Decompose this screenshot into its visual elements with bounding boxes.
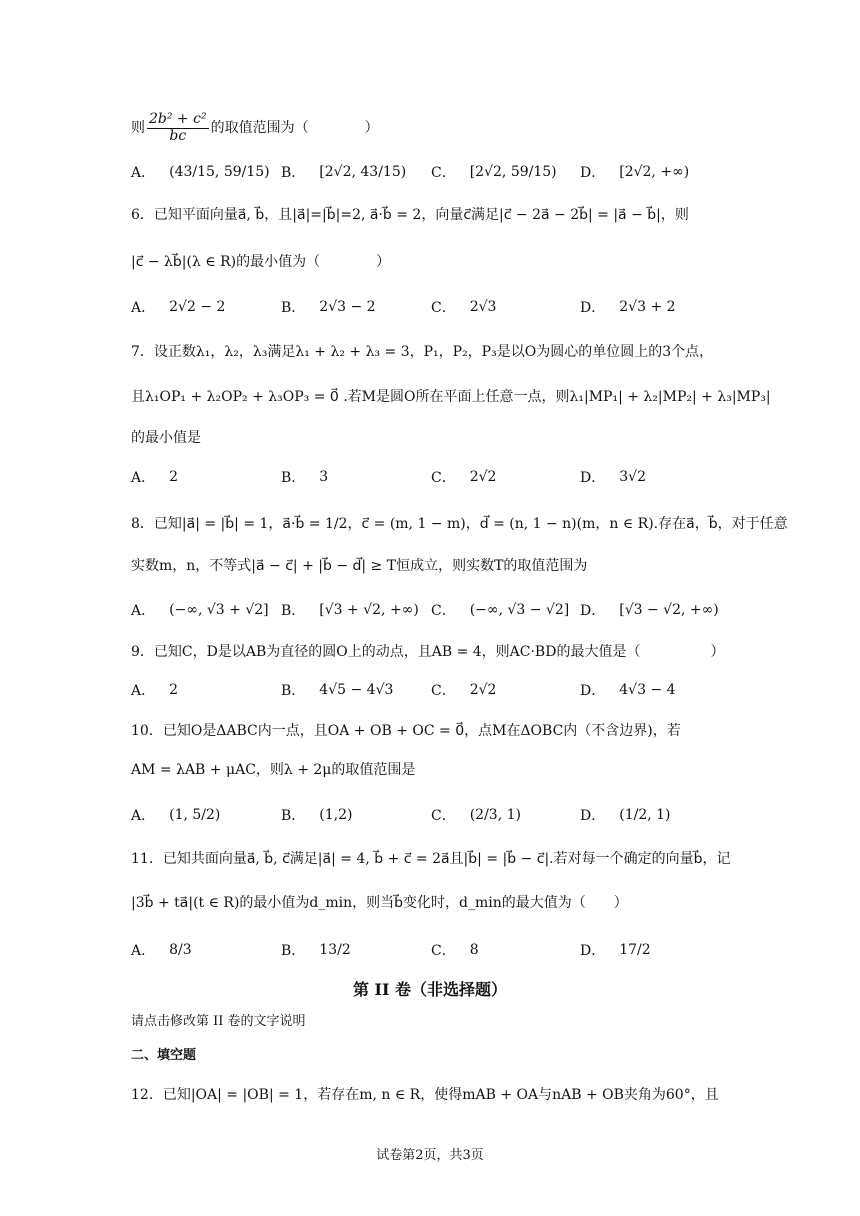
q11-option-a <box>131 930 192 970</box>
q11-line-1: 11．已知共面向量a⃗, b⃗, c⃗满足|a⃗| = 4, b⃗ + c⃗ = 2a⃗且|b⃗| = |b⃗ − c⃗|.若对每一个确定的向量b⃗，记 <box>131 851 731 867</box>
q5-expression-numerator: 2b² + c² <box>149 111 207 128</box>
option-text: 2√3 − 2 <box>319 299 376 315</box>
q8-line-1: 8．已知|a⃗| = |b⃗| = 1，a⃗·b⃗ = 1/2，c⃗ = (m, 1 − m)，d⃗ = (n, 1 − n)(m，n ∈ R).存在a⃗，b⃗，对于任意 <box>131 516 788 532</box>
option-text: [√3 − √2, +∞) <box>619 602 719 618</box>
option-text: 4√5 − 4√3 <box>319 682 394 698</box>
option-text: 8 <box>469 942 479 958</box>
option-text: 4√3 − 4 <box>619 682 676 698</box>
option-text: (1/2, 1) <box>619 807 671 823</box>
q7-line-1: 7．设正数λ₁，λ₂，λ₃满足λ₁ + λ₂ + λ₃ = 3，P₁，P₂，P₃是以O为圆心的单位圆上的3个点， <box>131 344 714 360</box>
option-text: 2√3 + 2 <box>619 299 676 315</box>
q10-option-d <box>580 795 671 835</box>
q6-line-1: 6．已知平面向量a⃗, b⃗，且|a⃗|=|b⃗|=2, a⃗·b⃗ = 2，向量c⃗满足|c⃗ − 2a⃗ − 2b⃗| = |a⃗ − b⃗|，则 <box>131 207 689 223</box>
q8-option-a <box>131 590 269 630</box>
option-label: C． <box>431 165 456 181</box>
option-text: 2√3 <box>469 299 497 315</box>
section-note: 请点击修改第 II 卷的文字说明 <box>131 1014 306 1029</box>
section-heading: 第 II 卷（非选择题） <box>352 980 508 999</box>
q12-line-1: 12．已知|OA| = |OB| = 1，若存在m, n ∈ R，使得mAB + OA与nAB + OB夹角为60°，且 <box>131 1087 719 1103</box>
q8-options <box>131 590 771 630</box>
q5-option-d <box>580 152 689 192</box>
option-label: C． <box>431 603 456 619</box>
option-text: (−∞, √3 + √2] <box>169 602 269 618</box>
q5-option-b <box>281 152 406 192</box>
q10-options <box>131 795 771 835</box>
option-text: (2/3, 1) <box>469 807 521 823</box>
option-label: C． <box>431 808 456 824</box>
q8-option-c <box>431 590 569 630</box>
q6-option-a <box>131 287 225 327</box>
option-label: A． <box>131 603 156 619</box>
q8-line-2: 实数m，n，不等式|a⃗ − c⃗| + |b⃗ − d⃗| ≥ T恒成立，则实数T的取值范围为 <box>131 558 588 574</box>
q9-options <box>131 670 771 710</box>
option-label: A． <box>131 300 156 316</box>
option-label: A． <box>131 470 156 486</box>
q6-option-d <box>580 287 676 327</box>
q11-option-d <box>580 930 651 970</box>
option-label: B． <box>281 165 306 181</box>
q5-option-c <box>431 152 557 192</box>
option-text: 2√2 <box>469 682 497 698</box>
option-label: A． <box>131 943 156 959</box>
option-text: (43/15, 59/15) <box>169 164 270 180</box>
q5-options <box>131 152 771 192</box>
option-label: B． <box>281 470 306 486</box>
option-text: 3√2 <box>619 469 646 485</box>
q5-stem-suffix: 的取值范围为（ ） <box>210 120 379 136</box>
option-label: A． <box>131 683 156 699</box>
option-label: C． <box>431 943 456 959</box>
q11-options <box>131 930 771 970</box>
option-label: B． <box>281 603 306 619</box>
q6-line-2: |c⃗ − λb⃗|(λ ∈ R)的最小值为（ ） <box>131 254 391 270</box>
q7-option-b <box>281 457 328 497</box>
q9-option-a <box>131 670 178 710</box>
option-text: [√3 + √2, +∞) <box>319 602 419 618</box>
option-text: [2√2, 59/15) <box>469 164 557 180</box>
option-label: D． <box>580 808 606 824</box>
option-label: A． <box>131 808 156 824</box>
q9-line-1: 9．已知C，D是以AB为直径的圆O上的动点，且AB = 4，则AC·BD的最大值是（ ） <box>131 644 725 660</box>
q10-option-b <box>281 795 353 835</box>
option-text: 17/2 <box>619 942 651 958</box>
option-text: 13/2 <box>319 942 351 958</box>
option-label: B． <box>281 683 306 699</box>
q10-line-2: AM = λAB + μAC，则λ + 2μ的取值范围是 <box>131 762 416 778</box>
q7-line-3: 的最小值是 <box>131 430 201 446</box>
q10-option-a <box>131 795 220 835</box>
option-text: (1, 5/2) <box>169 807 221 823</box>
q8-option-b <box>281 590 419 630</box>
option-text: (−∞, √3 − √2] <box>469 602 570 618</box>
q6-option-b <box>281 287 376 327</box>
q10-line-1: 10．已知O是ΔABC内一点，且OA + OB + OC = 0⃗，点M在ΔOBC内（不含边界)，若 <box>131 723 681 739</box>
q7-options <box>131 457 771 497</box>
option-text: 2 <box>169 469 179 485</box>
q10-option-c <box>431 795 521 835</box>
option-text: 3 <box>319 469 329 485</box>
option-label: C． <box>431 683 456 699</box>
option-label: B． <box>281 808 306 824</box>
option-text: [2√2, 43/15) <box>319 164 407 180</box>
option-text: (1,2) <box>319 807 353 823</box>
option-label: D． <box>580 165 606 181</box>
option-label: B． <box>281 943 306 959</box>
q5-expression-denominator: bc <box>169 127 187 144</box>
q7-option-d <box>580 457 646 497</box>
part-heading: 二、填空题 <box>131 1048 197 1063</box>
q7-line-2: 且λ₁OP₁ + λ₂OP₂ + λ₃OP₃ = 0⃗ .若M是圆O所在平面上任意一点，则λ₁|MP₁| + λ₂|MP₂| + λ₃|MP₃| <box>131 389 771 405</box>
q8-option-d <box>580 590 719 630</box>
q11-line-2: |3b⃗ + ta⃗|(t ∈ R)的最小值为d_min，则当b⃗变化时，d_min的最大值为（ ） <box>131 895 628 911</box>
option-label: C． <box>431 300 456 316</box>
q11-option-b <box>281 930 351 970</box>
q5-expression <box>147 112 209 144</box>
option-label: B． <box>281 300 306 316</box>
option-text: [2√2, +∞) <box>619 164 690 180</box>
q6-options <box>131 287 771 327</box>
option-label: D． <box>580 603 606 619</box>
q5-option-a <box>131 152 270 192</box>
option-text: 2 <box>169 682 179 698</box>
q11-option-c <box>431 930 479 970</box>
q7-option-a <box>131 457 178 497</box>
q9-option-c <box>431 670 496 710</box>
option-text: 2√2 <box>469 469 497 485</box>
option-label: D． <box>580 300 606 316</box>
option-label: D． <box>580 683 606 699</box>
q6-option-c <box>431 287 496 327</box>
q7-option-c <box>431 457 496 497</box>
option-label: C． <box>431 470 456 486</box>
option-text: 2√2 − 2 <box>169 299 226 315</box>
page-footer: 试卷第2页，共3页 <box>376 1148 484 1163</box>
q5-stem <box>131 108 379 148</box>
q5-stem-prefix: 则 <box>131 120 145 136</box>
option-label: A． <box>131 165 156 181</box>
q9-option-b <box>281 670 393 710</box>
option-label: D． <box>580 943 606 959</box>
option-text: 8/3 <box>169 942 192 958</box>
option-label: D． <box>580 470 606 486</box>
q9-option-d <box>580 670 676 710</box>
